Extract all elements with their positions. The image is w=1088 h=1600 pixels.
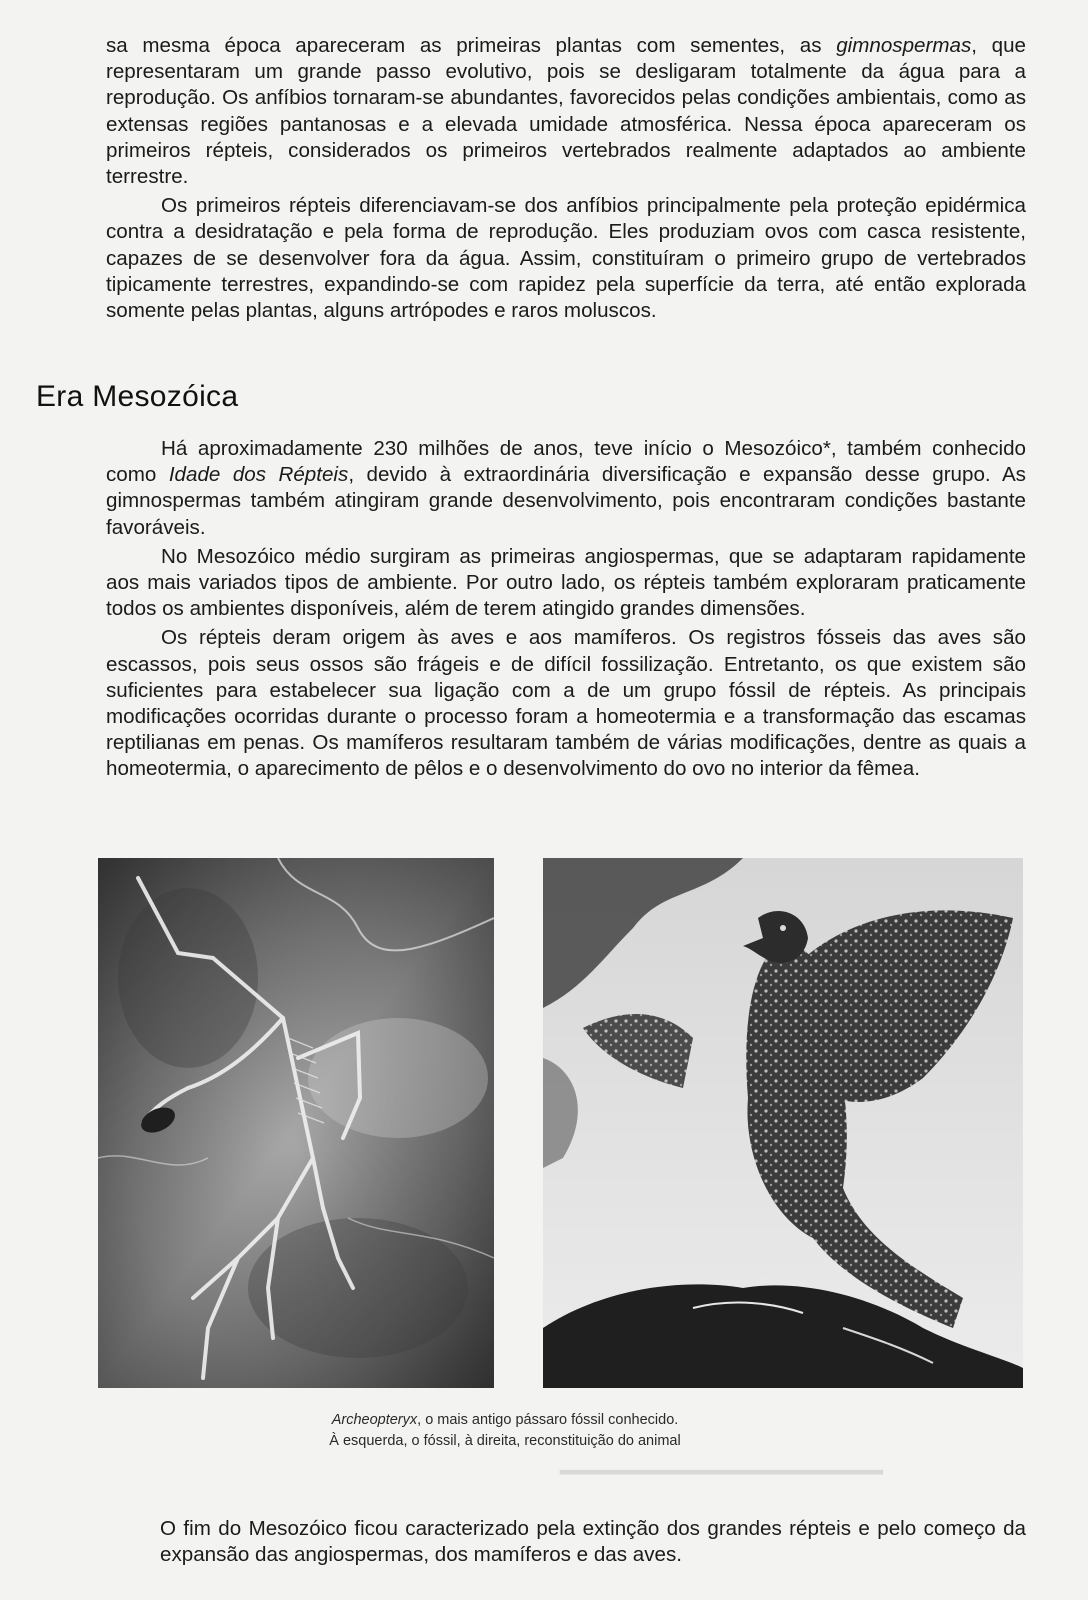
caption-line-1: Archeopteryx, o mais antigo pássaro fóssil conhecido.: [331, 1412, 679, 1428]
intro-paragraph-1: sa mesma época apareceram as primeiras plantas com sementes, as gimnospermas, que representaram um grande passo evolutivo, pois se desligaram totalmente da água para a reprodução. Os anfíbios tornaram-se abundantes, favorecidos pelas condições ambientais, como as extensas regiões pantanosas e a elevada umidade atmosférica. Nessa época apareceram os primeiros répteis, considerados os primeiros vertebrados realmente adaptados ao ambiente terrestre.: [106, 34, 1026, 189]
intro-text: [106, 33, 1026, 327]
section-paragraph-2: No Mesozóico médio surgiram as primeiras angiospermas, que se adaptaram rapidamente aos mais variados tipos de ambiente. Por outro lado, os répteis também exploraram praticamente todos os ambientes disponíveis, além de terem atingido grandes dimensões.: [106, 544, 1026, 621]
section-body: [106, 436, 1026, 786]
section-paragraph-1: Há aproximadamente 230 milhões de anos, teve início o Mesozóico*, também conhecido como Idade dos Répteis, devido à extraordinária diversificação e expansão desse grupo. As gimnospermas também atingiram grande desenvolvimento, pois encontraram condições bastante favoráveis.: [106, 437, 1026, 539]
figure-caption: [160, 1410, 850, 1452]
section-paragraph-3: Os répteis deram origem às aves e aos mamíferos. Os registros fósseis das aves são escassos, pois seus ossos são frágeis e de difícil fossilização. Entretanto, os que existem são suficientes para estabelecer sua ligação com a de um grupo fóssil de répteis. As principais modificações ocorridas durante o processo foram a homeotermia e a transformação das escamas reptilianas em penas. Os mamíferos resultaram também de várias modificações, dentre as quais a homeotermia, o aparecimento de pêlos e o desenvolvimento do ovo no interior da fêmea.: [106, 626, 1026, 781]
caption-line-2: À esquerda, o fóssil, à direita, reconstituição do animal: [329, 1433, 681, 1449]
closing-paragraph: O fim do Mesozóico ficou caracterizado pela extinção dos grandes répteis e pelo começo da expansão das angiospermas, dos mamíferos e das aves.: [160, 1517, 1026, 1566]
fossil-photo: [98, 858, 494, 1388]
intro-paragraph-2: Os primeiros répteis diferenciavam-se dos anfíbios principalmente pela proteção epidérmica contra a desidratação e pela forma de reprodução. Eles produziam ovos com casca resistente, capazes de se desenvolver fora da água. Assim, constituíram o primeiro grupo de vertebrados tipicamente terrestres, expandindo-se com rapidez pela superfície da terra, até então explorada somente pelas plantas, alguns artrópodes e raros moluscos.: [106, 194, 1026, 323]
reconstruction-illustration: [543, 858, 1023, 1388]
section-heading: Era Mesozóica: [36, 380, 239, 413]
bleed-through-shadow: ▁▁▁▁▁▁▁▁▁▁▁▁▁▁: [560, 1441, 883, 1474]
closing-text: [160, 1516, 1026, 1568]
